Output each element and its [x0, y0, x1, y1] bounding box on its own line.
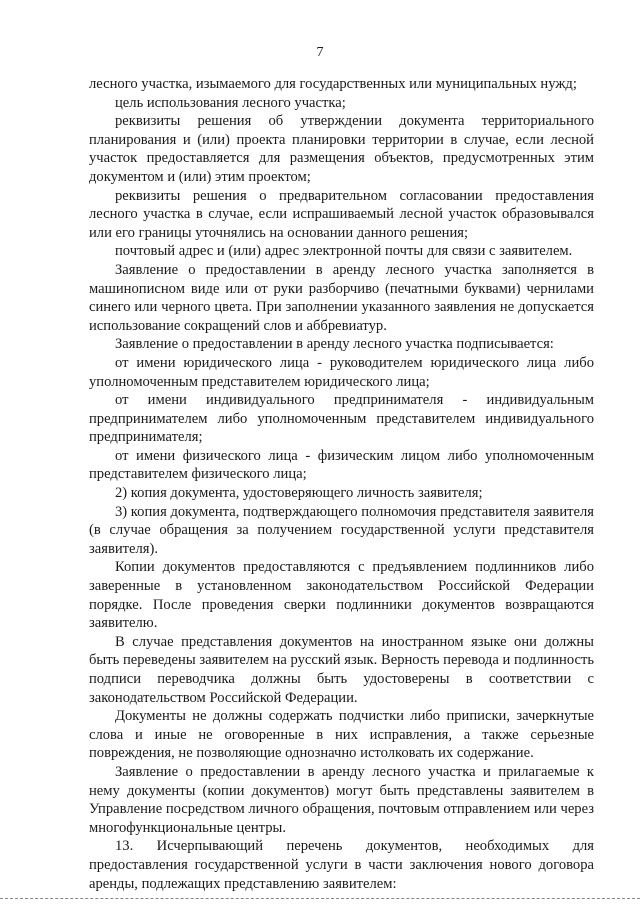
paragraph: Заявление о предоставлении в аренду лесного участка и прилагаемые к нему документы (копии документов) могут быть представлены заявителем в Управление посредством личного обращения, почтовым отправлением или через многофункциональные центры.: [89, 763, 595, 836]
paragraph: 3) копия документа, подтверждающего полномочия представителя заявителя (в случае обращения за получением государственной услуги представителя заявителя).: [89, 503, 594, 557]
paragraph: от имени юридического лица - руководителем юридического лица либо уполномоченным представителем юридического лица;: [89, 354, 594, 390]
paragraph: В случае представления документов на иностранном языке они должны быть переведены заявителем на русский язык. Верность перевода и подлинность подписи переводчика должны быть удостоверены в соответствии с законодательством Российской Федерации.: [89, 633, 594, 706]
paragraph: Копии документов предоставляются с предъявлением подлинников либо заверенные в установленном законодательством Российской Федерации порядке. После проведения сверки подлинники документов возвращаются заявителю.: [89, 559, 594, 632]
paragraph: почтовый адрес и (или) адрес электронной почты для связи с заявителем.: [115, 243, 573, 260]
document-body: [89, 75, 594, 893]
paragraph: 2) копия документа, удостоверяющего личность заявителя;: [115, 485, 483, 502]
paragraph: от имени физического лица - физическим лицом либо уполномоченным представителем физического лица;: [89, 447, 594, 483]
paragraph: от имени индивидуального предпринимателя - индивидуальным предпринимателем либо уполномоченным представителем индивидуального предпринимателя;: [89, 392, 594, 446]
paragraph: лесного участка, изымаемого для государственных или муниципальных нужд;: [89, 76, 577, 92]
bottom-divider: [0, 898, 640, 899]
paragraph: реквизиты решения об утверждении документа территориального планирования и (или) проекта планировки территории в случае, если лесной участок предоставляется для размещения объектов, предусмотренных этим документом и (или) этим проектом;: [89, 113, 594, 185]
paragraph: 13. Исчерпывающий перечень документов, необходимых для предоставления государственной услуги в части заключения нового договора аренды, подлежащих представлению заявителем:: [89, 838, 594, 892]
paragraph: Заявление о предоставлении в аренду лесного участка заполняется в машинописном виде или от руки разборчиво (печатными буквами) чернилами синего или черного цвета. При заполнении указанного заявления не допускается использование сокращений слов и аббревиатур.: [89, 261, 594, 334]
paragraph: Документы не должны содержать подчистки либо приписки, зачеркнутые слова и иные не оговоренные в них исправления, а также серьезные повреждения, не позволяющие однозначно истолковать их содержание.: [89, 708, 594, 762]
page-number: 7: [316, 45, 324, 60]
paragraph: Заявление о предоставлении в аренду лесного участка подписывается:: [115, 336, 554, 353]
paragraph: реквизиты решения о предварительном согласовании предоставления лесного участка в случае, если испрашиваемый лесной участок образовывался или его границы уточнялись на основании данного решения;: [89, 187, 594, 241]
paragraph: цель использования лесного участка;: [115, 94, 346, 111]
